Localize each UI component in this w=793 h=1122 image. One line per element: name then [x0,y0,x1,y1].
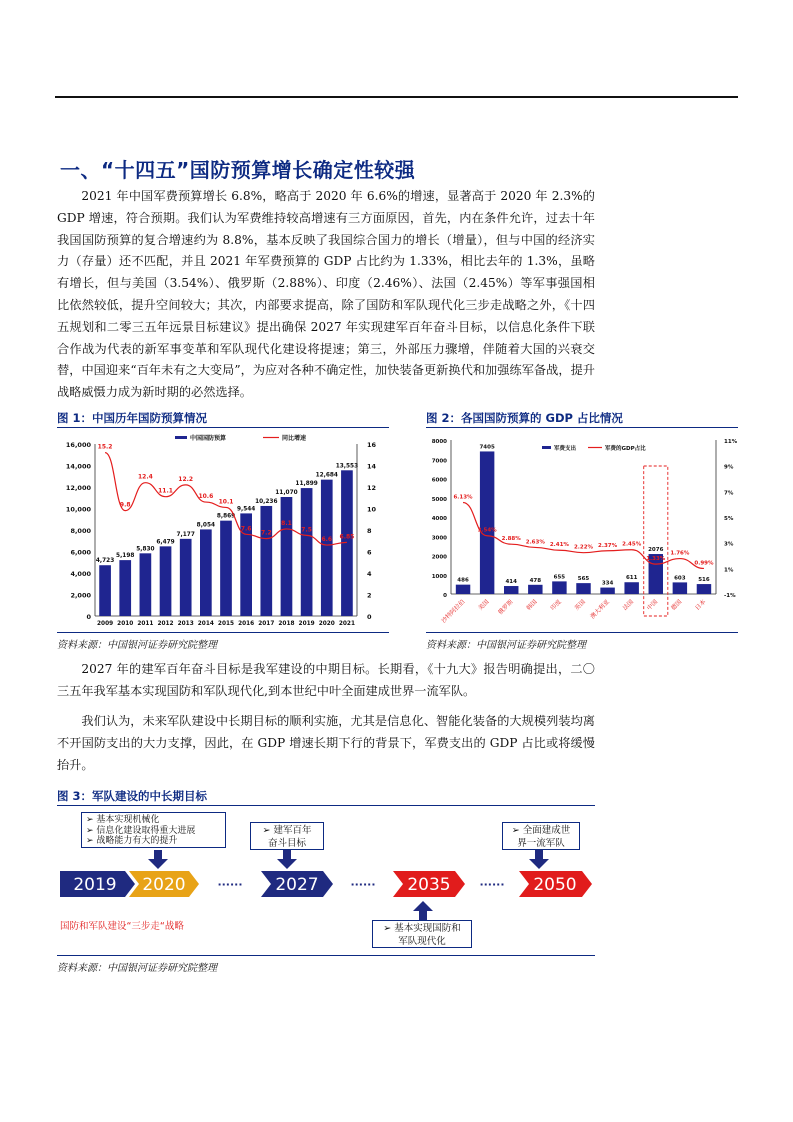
chart2-bar-label: 611 [625,575,638,582]
figure-3-source: 资料来源：中国银河证券研究院整理 [57,963,217,974]
chart1-line-label: 6.6 [321,536,333,544]
chart1-x-tick: 2020 [318,621,335,627]
chart1-bar-label: 9,544 [236,506,256,513]
chart1-x-tick: 2012 [157,621,174,627]
chart2-y-tick-left: 3000 [431,535,447,542]
chart1-line-label: 10.6 [198,493,214,501]
chart2-bar-label: 565 [577,576,590,583]
chart1-bar [180,539,192,616]
chart2-bar [600,588,614,594]
chart2-bar [480,451,494,594]
header-rule [55,96,738,98]
chart2-x-tick: 中国 [645,598,660,612]
chart1-y-tick-right: 2 [367,591,372,600]
chart2-line-label: 1.76% [670,550,690,557]
chart1-x-tick: 2014 [197,621,214,627]
arrow-up-2035 [413,901,433,920]
chart1-y-tick-left: 4,000 [70,570,91,578]
year-2019: 2019 [73,875,117,895]
chart1-line-label: 11.1 [158,487,173,495]
chart1-bar [281,497,293,616]
chart1-bar-label: 8,869 [216,513,236,520]
chart2-line-label: 2.41% [549,542,569,549]
chart1-x-tick: 2018 [278,621,295,627]
chart1-bar [99,565,111,616]
chart2-y-tick-right: 7% [724,490,734,497]
chart1-y-tick-right: 4 [367,570,372,578]
figure-3-bottom-rule [57,955,595,956]
box-2027-goal [250,822,324,850]
chart1-y-tick-left: 12,000 [65,484,91,492]
chart2-y-tick-right: 9% [724,464,734,471]
chart2-bar-label: 414 [505,579,517,586]
chart1-x-tick: 2021 [338,621,355,627]
chart1-x-tick: 2009 [97,621,114,627]
chart2-x-tick: 日本 [693,598,708,612]
chart1-bar-label: 5,198 [116,553,135,560]
chart2-x-tick: 沙特阿拉伯 [440,598,467,625]
chart1-line-label: 9.8 [119,501,131,509]
figure-1-bottom-rule [57,632,389,633]
section-title: 一、“十四五”国防预算增长确定性较强 [60,158,416,182]
chart1-line-label: 12.4 [137,473,153,481]
box-2035-line-2: 军队现代化 [398,935,446,947]
chart1-y-tick-right: 10 [367,505,377,514]
chart1-bar [301,488,313,616]
year-2020: 2020 [142,875,186,895]
chart2-y-tick-left: 8000 [431,439,447,445]
chart2-line-label: 2.22% [573,544,594,551]
chart2-y-tick-left: 6000 [431,477,447,484]
paragraph-2: 2027 年的建军百年奋斗目标是我军建设的中期目标。长期看，《十九大》报告明确提出，二〇三五年我军基本实现国防和军队现代化,到本世纪中叶全面建成世界一流军队。 [57,662,595,698]
arrow-down-2020 [148,850,168,869]
chart1-legend-line: 同比增速 [282,435,307,442]
chart2-line-label: 2.88% [501,536,521,543]
figure-1-rule [57,427,389,428]
chart1-y-tick-left: 16,000 [65,441,91,449]
chart1-line-label: 6.85 [339,533,355,541]
chart1-bar-label: 8,054 [196,522,216,529]
chart1-y-tick-left: 6,000 [70,548,91,557]
chart2-bar-label: 7405 [479,444,495,451]
figure-1-title: 图 1：中国历年国防预算情况 [57,411,208,425]
chart2-bar-label: 334 [601,580,614,587]
chart2-legend-swatch-bar [542,446,551,449]
chart2-x-tick: 韩国 [525,598,539,612]
figure-3-title: 图 3：军队建设的中长期目标 [57,789,208,803]
chart1-line-label: 7.6 [240,525,252,533]
chart1-legend-swatch-bar [175,436,187,439]
chart2-bar [673,582,687,594]
chart1-x-tick: 2010 [117,621,134,627]
chart2-y-tick-right: 3% [724,541,734,548]
chart2-bar-label: 478 [529,577,542,584]
paragraph-3: 我们认为，未来军队建设中长期目标的顺利实施，尤其是信息化、智能化装备的大规模列装均离不开国防支出的大力支撑，因此，在 GDP 增速长期下行的背景下，军费支出的 GDP 占比或将缓慢抬升。 [57,714,595,772]
chart1-bar [200,529,212,616]
dots-3: ······ [479,878,505,891]
chart2-y-tick-right: 5% [724,516,734,522]
figure-1-source: 资料来源：中国银河证券研究院整理 [57,640,217,651]
box-2020-line-2: ➢ 信息化建设取得重大进展 [86,825,196,836]
chart2-line-label: 0.99% [694,560,714,567]
chart1-y-tick-left: 2,000 [70,591,91,600]
chart2-y-tick-left: 1000 [431,573,447,580]
figure-2-rule [426,427,738,428]
chart2-bar [624,582,638,594]
strategy-label: 国防和军队建设“三步走“战略 [60,921,184,932]
chart1-bar-label: 13,553 [335,463,359,470]
figure-2-title: 图 2：各国国防预算的 GDP 占比情况 [426,411,623,425]
chart2-y-tick-right: -1% [724,593,736,599]
chart2-x-tick: 印度 [549,598,563,612]
chart1-y-tick-left: 14,000 [65,462,91,471]
year-2027: 2027 [275,875,319,895]
chart1-x-tick: 2013 [177,621,194,627]
chart1-y-tick-right: 0 [367,613,372,621]
dots-2: ······ [350,878,376,891]
chart2-x-tick: 澳大利亚 [589,598,612,621]
box-2020-line-1: ➢ 基本实现机械化 [86,815,160,825]
chart2-line-label: 6.13% [453,494,473,501]
chart2-bar [504,586,518,594]
chart1-line-label: 10.1 [218,498,234,506]
chart1-bar-label: 10,236 [255,498,278,505]
box-2050-goal [502,822,580,850]
chart2-y-tick-left: 2000 [431,554,447,561]
chart2-x-tick: 俄罗斯 [496,598,515,617]
chart2-bar-label: 516 [698,577,710,584]
chart-gdp-share [426,430,738,630]
chart2-line-label: 2.45% [622,541,642,548]
chart2-y-tick-right: 1% [724,567,734,574]
chart2-line-label: 2.37% [598,542,618,549]
chart1-bar-label: 11,899 [295,481,318,488]
chart1-bar [260,506,272,616]
chart1-legend-bar: 中国国防预算 [190,435,227,442]
chart2-y-tick-left: 7000 [431,458,447,465]
chart2-x-tick: 法国 [621,598,636,612]
chart2-bar [552,581,566,594]
chart1-bar-label: 4,723 [95,558,115,565]
box-2020-goals [81,812,226,848]
box-2027-line-2: 奋斗目标 [267,837,306,849]
year-2035: 2035 [407,875,451,895]
chart2-line-label: 1.33% [646,556,666,563]
chart2-y-tick-left: 0 [443,593,447,599]
chart1-line-label: 12.2 [178,475,194,483]
chart1-bar-label: 11,070 [275,489,298,496]
chart2-bar-label: 655 [553,574,566,581]
chart1-bar-label: 7,177 [176,531,195,538]
chart1-x-tick: 2011 [137,621,154,627]
chart2-bar-label: 2076 [648,547,664,554]
chart2-x-tick: 英国 [573,598,587,612]
chart2-bar [456,585,470,594]
year-2050: 2050 [533,875,577,895]
chart2-line-label: 3.54% [477,527,497,534]
chart1-y-tick-right: 14 [367,462,377,471]
chart2-bar-label: 603 [674,575,686,582]
chart1-line-label: 8.1 [281,519,292,527]
chart1-bar [220,521,232,616]
box-2050-line-1: ➢ 全面建成世 [511,825,571,836]
chart1-bar-label: 5,830 [136,546,155,553]
chart1-y-tick-left: 0 [86,613,91,621]
chart1-line-label: 7.2 [260,529,272,537]
chart1-y-tick-left: 10,000 [65,505,91,514]
chart1-y-tick-right: 8 [367,527,372,535]
chart1-y-tick-right: 6 [367,548,372,557]
chart1-x-tick: 2019 [298,621,315,627]
chart2-bar [528,585,542,594]
chart1-y-tick-left: 8,000 [70,527,91,535]
chart1-y-tick-right: 12 [367,484,377,492]
box-2027-line-1: ➢ 建军百年 [262,825,312,836]
chart2-y-tick-left: 5000 [431,496,447,503]
figure-2-bottom-rule [426,632,738,633]
chart1-bar-label: 12,684 [315,472,338,479]
chart1-x-tick: 2017 [258,621,275,627]
arrow-down-2027 [277,850,297,869]
arrow-down-2050 [529,850,549,869]
chart2-x-tick: 德国 [669,598,684,612]
chart1-x-tick: 2016 [238,621,255,627]
chart1-bar [321,480,333,616]
chart2-legend-line: 军费的GDP占比 [605,446,646,452]
chart2-y-tick-right: 11% [724,439,738,445]
chart2-line-label: 2.63% [525,539,545,546]
chart1-x-tick: 2015 [217,621,235,627]
chart1-bar [119,560,131,616]
timeline-graphic [57,848,595,923]
dots-1: ······ [217,878,243,891]
chart2-legend-bar: 军费支出 [554,446,577,452]
chart2-bar-label: 486 [457,577,469,584]
chart2-y-tick-left: 4000 [431,516,447,522]
figure-2-source: 资料来源：中国银河证券研究院整理 [426,640,586,651]
chart1-bar [140,553,152,616]
chart1-line-label: 15.2 [97,443,113,451]
paragraph-1: 2021 年中国军费预算增长 6.8%，略高于 2020 年 6.6%的增速，显著高于 2020 年 2.3%的 GDP 增速，符合预期。我们认为军费维持较高增速有三方面原因，首先，内在条件允许，过去十年我国国防预算的复合增速约为 8.8%，基本反映了我国综合国力的增长（增量），但与中国的经济实力（存量）还不匹配，并且 2021 年军费预算的 GDP 占比约为 1.33%，相比去年的 1.3%，虽略有增长，但与美国（3.54%）、俄罗斯（2.88%）、印度（2.46%）、法国（2.45%）等军事强国相比依然较低，提升空间较大；其次，内部要求提高，除了国防和军队现代化三步走战略之外，《十四五规划和二零三五年远景目标建议》提出确保 2027 年实现建军百年奋斗目标，以信息化条件下联合作战为代表的新军事变革和军队现代化建设将提速；第三，外部压力骤增，伴随着大国的兴衰交替，中国迎来“百年未有之大变局”，为应对各种不确定性，加快装备更新换代和加强练军备战，提升战略威慑力成为新时期的必然选择。 [57,189,595,400]
figure-3-rule [57,805,595,806]
chart2-bar [576,583,590,594]
chart1-bar-label: 6,479 [156,539,175,546]
box-2035-goal [372,920,472,948]
box-2050-line-2: 界一流军队 [517,837,565,849]
box-2035-line-1: ➢ 基本实现国防和 [383,923,461,934]
chart2-x-tick: 美国 [477,598,491,612]
chart2-bar [697,584,711,594]
chart1-bar [160,546,172,616]
box-2020-line-3: ➢ 战略能力有大的提升 [86,836,178,846]
chart1-line-label: 7.5 [301,526,312,534]
chart1-y-tick-right: 16 [367,441,377,449]
chart-defense-budget [57,430,389,630]
